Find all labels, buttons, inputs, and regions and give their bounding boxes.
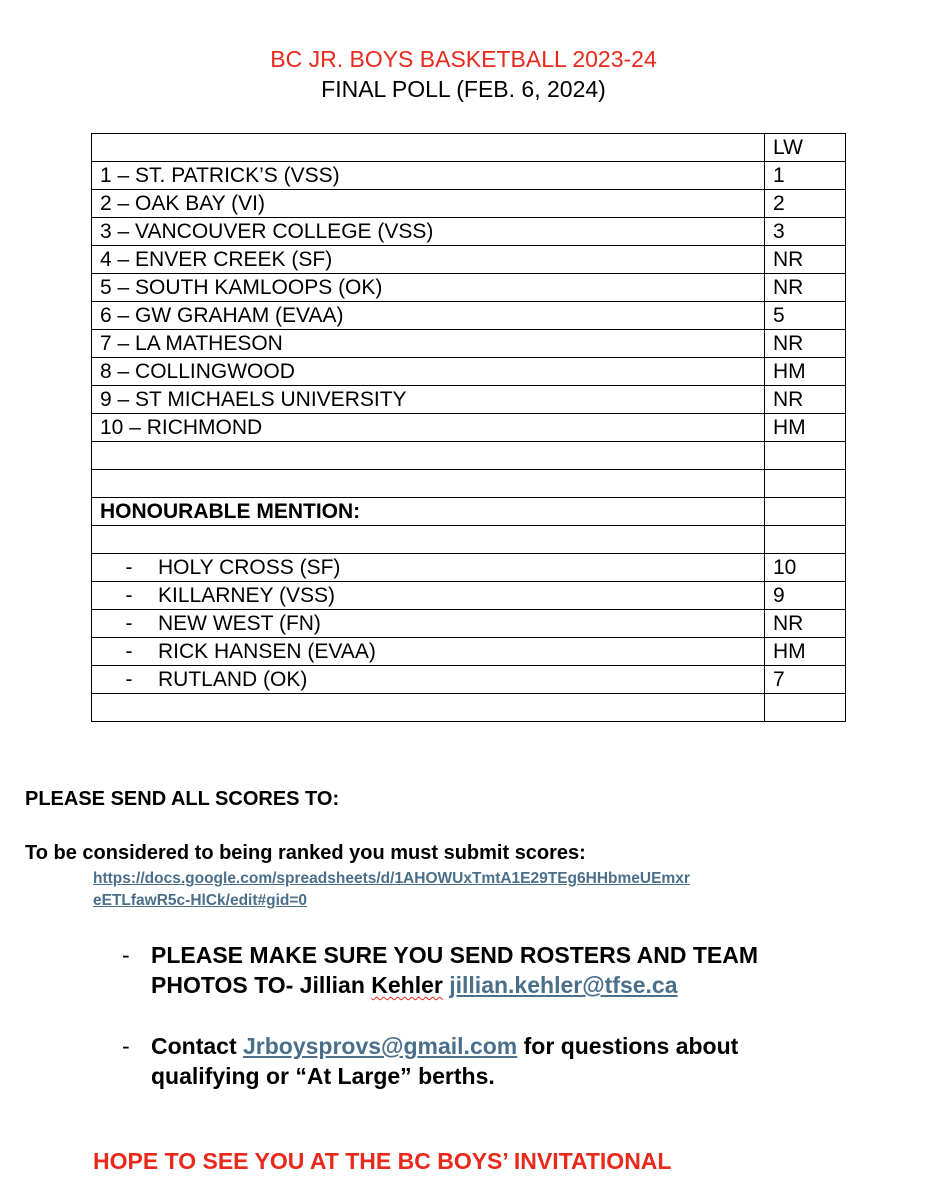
lw-cell: HM bbox=[765, 358, 846, 386]
table-row bbox=[92, 358, 846, 386]
team-cell: 1 – ST. PATRICK’S (VSS) bbox=[92, 162, 765, 190]
honourable-mention-heading: HONOURABLE MENTION: bbox=[92, 498, 765, 526]
team-name: RICK HANSEN (EVAA) bbox=[158, 640, 376, 663]
contact-line-1 bbox=[151, 1031, 738, 1061]
team-name: NEW WEST (FN) bbox=[158, 612, 321, 635]
lw-cell: NR bbox=[765, 386, 846, 414]
lw-cell: NR bbox=[765, 330, 846, 358]
spreadsheet-link[interactable]: https://docs.google.com/spreadsheets/d/1AHOWUxTmtA1E29TEg6HHbmeUEmxr bbox=[93, 870, 690, 887]
lw-cell: 1 bbox=[765, 162, 846, 190]
bullet-dash: - bbox=[125, 640, 133, 663]
team-cell bbox=[92, 582, 765, 610]
rosters-name: Kehler bbox=[371, 972, 443, 998]
lw-cell: HM bbox=[765, 638, 846, 666]
bullet-dash: - bbox=[125, 584, 133, 607]
table-cell-empty bbox=[92, 470, 765, 498]
team-cell: 2 – OAK BAY (VI) bbox=[92, 190, 765, 218]
team-cell: 6 – GW GRAHAM (EVAA) bbox=[92, 302, 765, 330]
spreadsheet-link-continued[interactable]: eETLfawR5c-HlCk/edit#gid=0 bbox=[93, 892, 308, 909]
contact-text bbox=[151, 1031, 738, 1091]
team-cell bbox=[92, 554, 765, 582]
table-cell-empty bbox=[765, 694, 846, 722]
table-row bbox=[92, 582, 846, 610]
rosters-line-2 bbox=[151, 970, 758, 1000]
table-cell-empty bbox=[92, 134, 765, 162]
table-row bbox=[92, 554, 846, 582]
lw-cell: NR bbox=[765, 246, 846, 274]
lw-cell: HM bbox=[765, 414, 846, 442]
invitational-footer: HOPE TO SEE YOU AT THE BC BOYS’ INVITATIONAL bbox=[93, 1148, 672, 1174]
team-name: RUTLAND (OK) bbox=[158, 668, 308, 691]
rosters-line-1: PLEASE MAKE SURE YOU SEND ROSTERS AND TEAM bbox=[151, 942, 759, 968]
lw-cell: NR bbox=[765, 610, 846, 638]
team-cell: 7 – LA MATHESON bbox=[92, 330, 765, 358]
team-cell: 8 – COLLINGWOOD bbox=[92, 358, 765, 386]
table-row bbox=[92, 386, 846, 414]
table-cell-empty bbox=[765, 470, 846, 498]
lw-cell: NR bbox=[765, 274, 846, 302]
table-row bbox=[92, 610, 846, 638]
document-title: BC JR. BOYS BASKETBALL 2023-24 bbox=[270, 46, 657, 72]
contact-email-link[interactable]: Jrboysprovs@gmail.com bbox=[243, 1033, 518, 1059]
bullet-dash: - bbox=[125, 556, 133, 579]
team-cell: 3 – VANCOUVER COLLEGE (VSS) bbox=[92, 218, 765, 246]
table-cell-empty bbox=[92, 442, 765, 470]
bullet-dash: - bbox=[125, 612, 133, 635]
team-cell: 5 – SOUTH KAMLOOPS (OK) bbox=[92, 274, 765, 302]
bullet-dash: - bbox=[122, 1033, 130, 1059]
lw-cell: 7 bbox=[765, 666, 846, 694]
team-name: KILLARNEY (VSS) bbox=[158, 584, 336, 607]
spreadsheet-link-line-2 bbox=[93, 891, 307, 911]
table-row bbox=[92, 666, 846, 694]
rosters-text bbox=[151, 940, 758, 1000]
send-scores-heading: PLEASE SEND ALL SCORES TO: bbox=[25, 788, 340, 810]
table-cell-empty bbox=[765, 498, 846, 526]
ranked-note: To be considered to being ranked you must submit scores: bbox=[25, 842, 586, 864]
team-cell bbox=[92, 638, 765, 666]
table-row bbox=[92, 190, 846, 218]
spreadsheet-link-line-1 bbox=[93, 869, 690, 889]
table-cell-empty bbox=[92, 526, 765, 554]
table-row-empty bbox=[92, 694, 846, 722]
honourable-mention-header-row bbox=[92, 498, 846, 526]
table-row bbox=[92, 302, 846, 330]
table-row bbox=[92, 414, 846, 442]
team-cell: 10 – RICHMOND bbox=[92, 414, 765, 442]
table-cell-empty bbox=[92, 694, 765, 722]
lw-cell: 9 bbox=[765, 582, 846, 610]
contact-prefix: Contact bbox=[151, 1033, 243, 1059]
table-row bbox=[92, 218, 846, 246]
bullet-dash: - bbox=[125, 668, 133, 691]
team-cell: 9 – ST MICHAELS UNIVERSITY bbox=[92, 386, 765, 414]
table-row bbox=[92, 330, 846, 358]
lw-cell: 2 bbox=[765, 190, 846, 218]
lw-cell: 5 bbox=[765, 302, 846, 330]
table-row bbox=[92, 274, 846, 302]
table-cell-empty bbox=[765, 442, 846, 470]
document-subtitle: FINAL POLL (FEB. 6, 2024) bbox=[321, 76, 606, 102]
lw-column-header: LW bbox=[765, 134, 846, 162]
table-row-empty bbox=[92, 526, 846, 554]
poll-table bbox=[91, 133, 846, 722]
rosters-prefix: PHOTOS TO- Jillian bbox=[151, 972, 372, 998]
table-row bbox=[92, 246, 846, 274]
table-row bbox=[92, 638, 846, 666]
table-row bbox=[92, 162, 846, 190]
lw-cell: 3 bbox=[765, 218, 846, 246]
table-row-empty bbox=[92, 470, 846, 498]
table-cell-empty bbox=[765, 526, 846, 554]
table-row-empty bbox=[92, 442, 846, 470]
contact-suffix: for questions about bbox=[517, 1033, 739, 1059]
table-header-row bbox=[92, 134, 846, 162]
contact-line-2: qualifying or “At Large” berths. bbox=[151, 1063, 495, 1089]
team-cell bbox=[92, 666, 765, 694]
team-cell bbox=[92, 610, 765, 638]
team-cell: 4 – ENVER CREEK (SF) bbox=[92, 246, 765, 274]
team-name: HOLY CROSS (SF) bbox=[158, 556, 341, 579]
rosters-email-link[interactable]: jillian.kehler@tfse.ca bbox=[449, 972, 678, 998]
lw-cell: 10 bbox=[765, 554, 846, 582]
bullet-dash: - bbox=[122, 942, 130, 968]
